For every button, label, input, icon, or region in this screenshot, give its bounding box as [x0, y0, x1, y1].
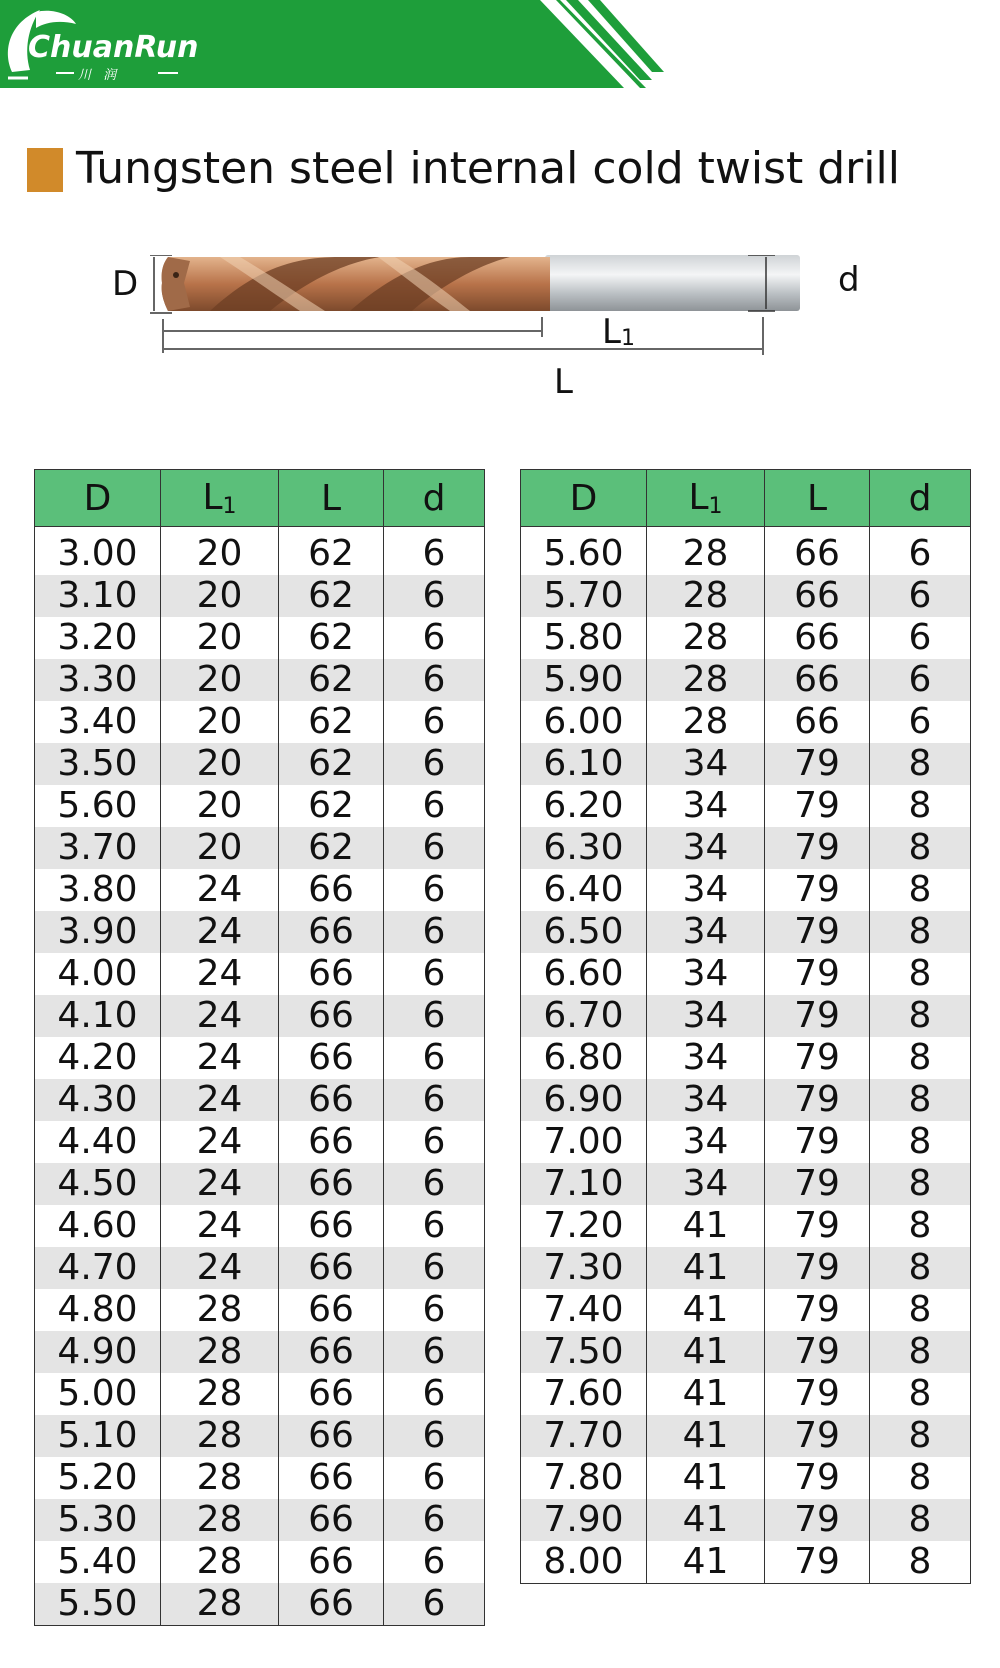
- table-row: [521, 827, 971, 869]
- cell-L1: 34: [647, 953, 765, 995]
- cell-D: 7.80: [521, 1457, 647, 1499]
- cell-d: 6: [384, 911, 485, 953]
- cell-L1: 41: [647, 1499, 765, 1541]
- cell-d: 6: [384, 1121, 485, 1163]
- cell-D: 7.20: [521, 1205, 647, 1247]
- cell-d: 6: [384, 785, 485, 827]
- cell-L1: 41: [647, 1541, 765, 1584]
- cell-d: 8: [870, 1163, 971, 1205]
- table-row: [35, 1331, 485, 1373]
- cell-D: 5.70: [521, 575, 647, 617]
- cell-L: 79: [765, 1163, 870, 1205]
- cell-d: 6: [384, 527, 485, 576]
- cell-L: 66: [279, 1541, 384, 1583]
- table-row: [521, 785, 971, 827]
- table-row: [35, 575, 485, 617]
- cell-D: 4.90: [35, 1331, 161, 1373]
- spec-table-left: [34, 469, 485, 1626]
- brand-chinese-name: 川 润: [78, 68, 121, 83]
- cell-L1: 20: [161, 527, 279, 576]
- cell-d: 8: [870, 1037, 971, 1079]
- cell-L: 79: [765, 1037, 870, 1079]
- cell-d: 8: [870, 1247, 971, 1289]
- cell-d: 8: [870, 869, 971, 911]
- cell-L1: 28: [161, 1331, 279, 1373]
- cell-D: 3.70: [35, 827, 161, 869]
- table-row: [35, 1541, 485, 1583]
- header-D: D: [521, 470, 647, 527]
- cell-d: 6: [384, 743, 485, 785]
- drill-diagram: [150, 255, 830, 390]
- table-row: [521, 527, 971, 576]
- page-title: Tungsten steel internal cold twist drill: [76, 143, 900, 194]
- cell-L1: 20: [161, 617, 279, 659]
- table-row: [521, 1541, 971, 1584]
- cell-L1: 41: [647, 1247, 765, 1289]
- cell-L: 66: [279, 1205, 384, 1247]
- cell-L: 79: [765, 743, 870, 785]
- cell-L: 79: [765, 1289, 870, 1331]
- cell-d: 8: [870, 1373, 971, 1415]
- cell-L1: 20: [161, 743, 279, 785]
- table-row: [521, 1373, 971, 1415]
- cell-D: 8.00: [521, 1541, 647, 1584]
- dim-label-D: D: [112, 264, 139, 304]
- table-row: [35, 785, 485, 827]
- cell-d: 6: [384, 1247, 485, 1289]
- cell-d: 6: [384, 659, 485, 701]
- cell-D: 7.70: [521, 1415, 647, 1457]
- table-row: [35, 1205, 485, 1247]
- table-row: [521, 617, 971, 659]
- cell-L: 66: [279, 1163, 384, 1205]
- cell-L1: 28: [647, 701, 765, 743]
- cell-L1: 34: [647, 869, 765, 911]
- cell-L: 66: [279, 869, 384, 911]
- cell-L1: 28: [161, 1583, 279, 1626]
- cell-L1: 28: [161, 1373, 279, 1415]
- cell-D: 7.40: [521, 1289, 647, 1331]
- cell-L: 79: [765, 1541, 870, 1584]
- cell-d: 8: [870, 1499, 971, 1541]
- table-row: [35, 617, 485, 659]
- table-row: [35, 1289, 485, 1331]
- cell-D: 5.50: [35, 1583, 161, 1626]
- cell-D: 7.90: [521, 1499, 647, 1541]
- cell-L: 79: [765, 1499, 870, 1541]
- cell-L1: 20: [161, 701, 279, 743]
- table-row: [35, 1415, 485, 1457]
- table-row: [521, 575, 971, 617]
- cell-L1: 41: [647, 1289, 765, 1331]
- cell-L1: 34: [647, 1079, 765, 1121]
- cell-D: 6.40: [521, 869, 647, 911]
- cell-L: 79: [765, 1331, 870, 1373]
- brand-name: ChuanRun: [28, 30, 199, 65]
- cell-L: 66: [279, 1457, 384, 1499]
- table-row: [521, 1247, 971, 1289]
- cell-L: 66: [765, 659, 870, 701]
- table-row: [521, 869, 971, 911]
- table-row: [521, 701, 971, 743]
- cell-D: 3.40: [35, 701, 161, 743]
- cell-L: 66: [279, 1415, 384, 1457]
- table-row: [521, 1121, 971, 1163]
- cell-L1: 28: [161, 1457, 279, 1499]
- table-row: [521, 1289, 971, 1331]
- table-row: [35, 911, 485, 953]
- table-row: [521, 911, 971, 953]
- cell-L1: 34: [647, 995, 765, 1037]
- cell-d: 6: [384, 1079, 485, 1121]
- cell-d: 8: [870, 785, 971, 827]
- cell-d: 6: [870, 659, 971, 701]
- cell-L: 66: [279, 1373, 384, 1415]
- cell-L1: 34: [647, 785, 765, 827]
- cell-L1: 24: [161, 1079, 279, 1121]
- cell-L: 66: [279, 1079, 384, 1121]
- cell-d: 6: [870, 701, 971, 743]
- table-row: [35, 659, 485, 701]
- table-row: [521, 1163, 971, 1205]
- cell-L: 62: [279, 659, 384, 701]
- cell-L1: 28: [161, 1415, 279, 1457]
- table-row: [35, 827, 485, 869]
- cell-L1: 34: [647, 1163, 765, 1205]
- cell-L: 79: [765, 1247, 870, 1289]
- cell-D: 7.10: [521, 1163, 647, 1205]
- cell-D: 7.00: [521, 1121, 647, 1163]
- cell-D: 7.60: [521, 1373, 647, 1415]
- cell-L: 62: [279, 743, 384, 785]
- cell-D: 3.00: [35, 527, 161, 576]
- table-row: [35, 1373, 485, 1415]
- cell-L: 66: [279, 953, 384, 995]
- cell-D: 4.40: [35, 1121, 161, 1163]
- cell-d: 6: [384, 1457, 485, 1499]
- cell-D: 4.50: [35, 1163, 161, 1205]
- cell-L1: 28: [161, 1289, 279, 1331]
- table-row: [35, 1457, 485, 1499]
- cell-d: 8: [870, 1415, 971, 1457]
- cell-d: 6: [870, 617, 971, 659]
- cell-L1: 20: [161, 575, 279, 617]
- cell-L: 79: [765, 1121, 870, 1163]
- cell-D: 3.80: [35, 869, 161, 911]
- table-row: [521, 1457, 971, 1499]
- cell-L: 66: [765, 575, 870, 617]
- cell-d: 8: [870, 953, 971, 995]
- table-row: [35, 1163, 485, 1205]
- table-row: [35, 701, 485, 743]
- table-row: [521, 1499, 971, 1541]
- cell-d: 6: [384, 1415, 485, 1457]
- cell-D: 6.00: [521, 701, 647, 743]
- cell-L1: 24: [161, 953, 279, 995]
- cell-D: 5.60: [521, 527, 647, 576]
- cell-L1: 28: [161, 1499, 279, 1541]
- cell-L1: 34: [647, 743, 765, 785]
- cell-D: 5.10: [35, 1415, 161, 1457]
- cell-L: 66: [279, 1247, 384, 1289]
- cell-D: 7.30: [521, 1247, 647, 1289]
- cell-D: 4.80: [35, 1289, 161, 1331]
- cell-D: 6.50: [521, 911, 647, 953]
- title-marker: [27, 148, 63, 192]
- cell-L: 62: [279, 827, 384, 869]
- cell-D: 3.10: [35, 575, 161, 617]
- cell-L: 66: [765, 617, 870, 659]
- cell-d: 6: [384, 575, 485, 617]
- table-row: [35, 995, 485, 1037]
- table-row: [521, 743, 971, 785]
- cell-D: 6.70: [521, 995, 647, 1037]
- dim-label-d: d: [838, 260, 860, 300]
- cell-d: 6: [384, 1373, 485, 1415]
- cell-D: 4.60: [35, 1205, 161, 1247]
- cell-L1: 41: [647, 1373, 765, 1415]
- cell-L: 66: [279, 1121, 384, 1163]
- cell-L: 62: [279, 527, 384, 576]
- cell-D: 6.20: [521, 785, 647, 827]
- cell-L: 66: [279, 1583, 384, 1626]
- cell-d: 6: [384, 701, 485, 743]
- cell-L1: 24: [161, 1247, 279, 1289]
- cell-d: 8: [870, 1205, 971, 1247]
- cell-L1: 41: [647, 1415, 765, 1457]
- table-row: [35, 743, 485, 785]
- table-row: [35, 953, 485, 995]
- cell-L1: 28: [161, 1541, 279, 1583]
- cell-d: 6: [384, 1037, 485, 1079]
- table-header-row: [521, 470, 971, 527]
- table-row: [35, 1583, 485, 1626]
- cell-L1: 28: [647, 527, 765, 576]
- dim-label-L1: $L_1$: [602, 312, 635, 352]
- cell-L1: 34: [647, 1121, 765, 1163]
- cell-L: 66: [279, 911, 384, 953]
- cell-L: 66: [279, 995, 384, 1037]
- cell-L: 62: [279, 575, 384, 617]
- cell-L1: 24: [161, 869, 279, 911]
- cell-L: 66: [279, 1331, 384, 1373]
- cell-L: 79: [765, 1415, 870, 1457]
- cell-D: 5.60: [35, 785, 161, 827]
- cell-L1: 24: [161, 995, 279, 1037]
- cell-d: 6: [384, 617, 485, 659]
- cell-L1: 20: [161, 827, 279, 869]
- cell-L: 62: [279, 785, 384, 827]
- cell-L: 66: [765, 527, 870, 576]
- cell-L1: 24: [161, 1205, 279, 1247]
- cell-d: 6: [384, 869, 485, 911]
- cell-L: 79: [765, 785, 870, 827]
- cell-d: 6: [384, 1583, 485, 1626]
- cell-L: 62: [279, 617, 384, 659]
- header-L1: $L_1$: [647, 470, 765, 527]
- cell-d: 6: [384, 1331, 485, 1373]
- cell-D: 3.30: [35, 659, 161, 701]
- header-D: D: [35, 470, 161, 527]
- header-d: d: [870, 470, 971, 527]
- cell-L: 66: [279, 1289, 384, 1331]
- table-row: [521, 1037, 971, 1079]
- cell-L: 79: [765, 1373, 870, 1415]
- cell-L1: 34: [647, 827, 765, 869]
- cell-L: 79: [765, 911, 870, 953]
- cell-D: 4.00: [35, 953, 161, 995]
- cell-d: 8: [870, 995, 971, 1037]
- cell-d: 6: [384, 827, 485, 869]
- cell-L1: 24: [161, 1163, 279, 1205]
- cell-D: 5.30: [35, 1499, 161, 1541]
- cell-L: 66: [279, 1037, 384, 1079]
- cell-D: 3.20: [35, 617, 161, 659]
- cell-D: 4.20: [35, 1037, 161, 1079]
- cell-L: 66: [765, 701, 870, 743]
- table-row: [35, 1499, 485, 1541]
- header-d: d: [384, 470, 485, 527]
- cell-D: 3.50: [35, 743, 161, 785]
- cell-L1: 20: [161, 785, 279, 827]
- cell-D: 7.50: [521, 1331, 647, 1373]
- cell-D: 6.90: [521, 1079, 647, 1121]
- cell-L1: 24: [161, 1121, 279, 1163]
- cell-L1: 20: [161, 659, 279, 701]
- header-L: L: [765, 470, 870, 527]
- cell-L1: 24: [161, 1037, 279, 1079]
- cell-d: 6: [384, 995, 485, 1037]
- cell-L: 79: [765, 953, 870, 995]
- cell-L: 66: [279, 1499, 384, 1541]
- table-row: [521, 995, 971, 1037]
- cell-L1: 41: [647, 1457, 765, 1499]
- cell-D: 6.10: [521, 743, 647, 785]
- cell-D: 5.20: [35, 1457, 161, 1499]
- cell-d: 6: [384, 1205, 485, 1247]
- cell-d: 8: [870, 827, 971, 869]
- cell-L1: 34: [647, 911, 765, 953]
- table-row: [521, 1331, 971, 1373]
- cell-L1: 28: [647, 575, 765, 617]
- cell-L: 79: [765, 869, 870, 911]
- cell-D: 5.80: [521, 617, 647, 659]
- cell-D: 6.60: [521, 953, 647, 995]
- table-row: [521, 953, 971, 995]
- cell-d: 6: [384, 1541, 485, 1583]
- cell-d: 6: [384, 953, 485, 995]
- cell-D: 5.00: [35, 1373, 161, 1415]
- cell-D: 3.90: [35, 911, 161, 953]
- cell-L1: 28: [647, 659, 765, 701]
- cell-D: 6.80: [521, 1037, 647, 1079]
- table-row: [35, 1037, 485, 1079]
- cell-d: 8: [870, 1079, 971, 1121]
- cell-L: 79: [765, 827, 870, 869]
- cell-d: 8: [870, 1331, 971, 1373]
- cell-d: 6: [870, 575, 971, 617]
- dim-label-L: L: [554, 362, 573, 402]
- table-row: [521, 659, 971, 701]
- cell-D: 5.40: [35, 1541, 161, 1583]
- table-row: [35, 869, 485, 911]
- table-row: [521, 1079, 971, 1121]
- table-header-row: [35, 470, 485, 527]
- cell-D: 4.70: [35, 1247, 161, 1289]
- cell-d: 6: [384, 1499, 485, 1541]
- cell-L: 79: [765, 1457, 870, 1499]
- table-row: [35, 1247, 485, 1289]
- cell-d: 8: [870, 1121, 971, 1163]
- header-L1: $L_1$: [161, 470, 279, 527]
- table-row: [35, 527, 485, 576]
- cell-D: 6.30: [521, 827, 647, 869]
- table-row: [521, 1205, 971, 1247]
- drill-shank: [545, 255, 800, 311]
- cell-d: 8: [870, 1541, 971, 1584]
- cell-d: 8: [870, 1289, 971, 1331]
- cell-D: 5.90: [521, 659, 647, 701]
- cell-d: 8: [870, 911, 971, 953]
- cell-d: 6: [870, 527, 971, 576]
- cell-L1: 24: [161, 911, 279, 953]
- cell-L1: 34: [647, 1037, 765, 1079]
- table-row: [35, 1079, 485, 1121]
- table-row: [35, 1121, 485, 1163]
- cell-d: 8: [870, 1457, 971, 1499]
- header-L: L: [279, 470, 384, 527]
- cell-L: 79: [765, 1205, 870, 1247]
- cell-L1: 41: [647, 1331, 765, 1373]
- cell-L: 79: [765, 1079, 870, 1121]
- table-row: [521, 1415, 971, 1457]
- cell-L1: 41: [647, 1205, 765, 1247]
- cell-d: 6: [384, 1163, 485, 1205]
- cell-L1: 28: [647, 617, 765, 659]
- cell-d: 8: [870, 743, 971, 785]
- cell-D: 4.30: [35, 1079, 161, 1121]
- cell-d: 6: [384, 1289, 485, 1331]
- cell-L: 79: [765, 995, 870, 1037]
- cell-L: 62: [279, 701, 384, 743]
- spec-table-right: [520, 469, 971, 1584]
- cell-D: 4.10: [35, 995, 161, 1037]
